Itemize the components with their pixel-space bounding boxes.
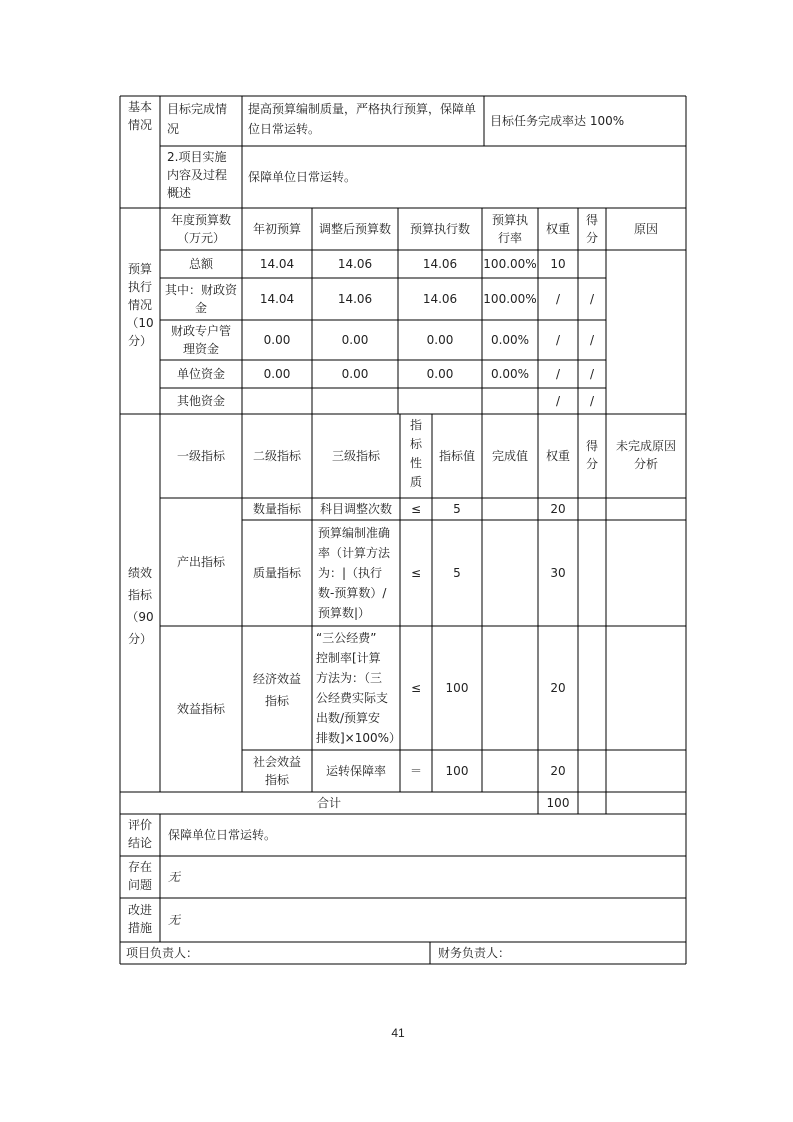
budget-row-rate: 0.00% [490, 367, 530, 381]
budget-row-initial: 0.00 [263, 333, 291, 347]
perf-header-nature: 指 标 性 质 [409, 418, 422, 489]
budget-row-score: / [589, 333, 595, 347]
total-label: 合计 [316, 796, 341, 810]
budget-row-score: / [589, 292, 595, 306]
basic-section-label: 基本 情况 [127, 100, 152, 132]
perf-row-weight: 20 [550, 764, 566, 778]
budget-row-weight: / [555, 292, 561, 306]
budget-row-weight: 10 [550, 257, 566, 271]
perf-row-level3: 预算编制准确 率（计算方法 为：|（执行 数-预算数）/ 预算数|） [318, 526, 391, 620]
perf-header-score: 得 分 [585, 439, 598, 471]
budget-row-rate: 100.00% [483, 292, 537, 306]
improvement-text: 无 [168, 913, 181, 927]
perf-row-weight: 30 [550, 566, 566, 580]
budget-row-rate: 100.00% [483, 257, 537, 271]
budget-row-executed: 0.00 [426, 367, 454, 381]
perf-header-weight: 权重 [545, 449, 570, 463]
budget-row-adjusted: 0.00 [341, 333, 369, 347]
perf-header-value: 指标值 [438, 449, 475, 463]
budget-row-initial: 14.04 [259, 292, 295, 306]
budget-header-reason: 原因 [633, 222, 658, 236]
total-weight: 100 [546, 796, 570, 810]
budget-row-initial: 0.00 [263, 367, 291, 381]
issues-text: 无 [168, 870, 181, 884]
perf-row-nature: ≤ [410, 502, 422, 516]
budget-header-score: 得 分 [585, 213, 598, 245]
perf-row-value: 5 [453, 502, 461, 516]
benefit-indicator-label: 效益指标 [176, 702, 225, 716]
budget-row-executed: 0.00 [426, 333, 454, 347]
budget-header-rate: 预算执 行率 [491, 213, 528, 245]
budget-row-adjusted: 0.00 [341, 367, 369, 381]
budget-row-rate: 0.00% [490, 333, 530, 347]
perf-row-level2: 经济效益 指标 [252, 672, 301, 708]
budget-row-name: 其他资金 [176, 394, 225, 408]
goal-completion-label: 目标完成情 况 [167, 102, 228, 136]
budget-row-weight: / [555, 367, 561, 381]
budget-section-label: 预算 执行 情况 （10 分） [126, 262, 154, 348]
perf-row-weight: 20 [550, 681, 566, 695]
issues-label: 存在 问题 [127, 860, 152, 892]
budget-header-adjusted: 调整后预算数 [318, 222, 391, 236]
perf-header-level2: 二级指标 [252, 449, 301, 463]
budget-header-initial: 年初预算 [252, 222, 301, 236]
perf-row-value: 100 [445, 764, 469, 778]
budget-row-name: 总额 [188, 257, 213, 271]
page-number: 41 [391, 1026, 405, 1040]
evaluation-label: 评价 结论 [127, 818, 152, 850]
project-lead-signature: 项目负责人： [126, 946, 199, 960]
finance-lead-signature: 财务负责人： [438, 946, 511, 960]
perf-row-level2: 数量指标 [252, 502, 301, 516]
goal-target-text: 目标任务完成率达 100% [490, 114, 625, 128]
budget-row-initial: 14.04 [259, 257, 295, 271]
budget-row-executed: 14.06 [422, 257, 458, 271]
perf-row-value: 5 [453, 566, 461, 580]
budget-row-weight: / [555, 394, 561, 408]
perf-row-level3: 科目调整次数 [319, 502, 392, 516]
budget-row-score: / [589, 367, 595, 381]
perf-header-reason: 未完成原因 分析 [615, 439, 676, 471]
perf-header-level3: 三级指标 [331, 449, 380, 463]
perf-header-level1: 一级指标 [176, 449, 225, 463]
implementation-label: 2.项目实施 内容及过程 概述 [167, 150, 228, 200]
budget-row-name: 单位资金 [176, 367, 225, 381]
perf-row-level3: “三公经费” 控制率[计算 方法为：（三 公经费实际支 出数/预算安 排数]×100%） [316, 631, 402, 745]
budget-row-name: 其中：财政资 金 [164, 283, 237, 315]
budget-row-adjusted: 14.06 [337, 257, 373, 271]
evaluation-text: 保障单位日常运转。 [168, 828, 277, 842]
budget-row-weight: / [555, 333, 561, 347]
perf-row-nature: ≤ [410, 566, 422, 580]
performance-section-label: 绩效 指标 （90 分） [126, 566, 154, 646]
improvement-label: 改进 措施 [127, 903, 152, 935]
perf-row-value: 100 [445, 681, 469, 695]
budget-header-annual: 年度预算数 （万元） [170, 213, 231, 245]
perf-row-nature: ＝ [409, 764, 422, 778]
perf-row-level2: 社会效益 指标 [252, 755, 301, 787]
budget-row-adjusted: 14.06 [337, 292, 373, 306]
implementation-text: 保障单位日常运转。 [248, 170, 357, 184]
goal-completion-text: 提高预算编制质量，严格执行预算，保障单 位日常运转。 [248, 102, 477, 136]
output-indicator-label: 产出指标 [176, 555, 225, 569]
perf-row-weight: 20 [550, 502, 566, 516]
perf-row-nature: ≤ [410, 681, 422, 695]
perf-row-level3: 运转保障率 [325, 764, 386, 778]
budget-header-weight: 权重 [545, 222, 570, 236]
budget-row-score: / [589, 394, 595, 408]
perf-row-level2: 质量指标 [252, 566, 301, 580]
budget-row-name: 财政专户管 理资金 [170, 324, 231, 356]
perf-header-completed: 完成值 [491, 449, 528, 463]
budget-row-executed: 14.06 [422, 292, 458, 306]
budget-header-executed: 预算执行数 [409, 222, 470, 236]
